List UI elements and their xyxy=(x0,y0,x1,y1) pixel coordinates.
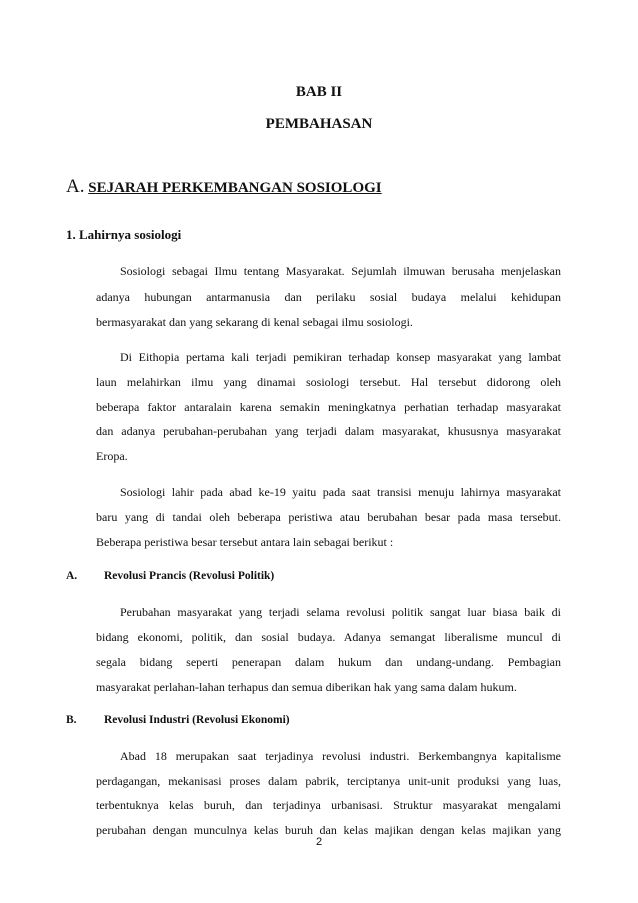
paragraph-line: Sosiologi sebagai Ilmu tentang Masyarakat. Sejumlah ilmuwan berusaha menjelaskan xyxy=(120,264,561,278)
paragraph-line: dan adanya perubahan-perubahan yang terjadi dalam masyarakat, khususnya masyarakat xyxy=(96,424,561,438)
paragraph-line: adanya hubungan antarmanusia dan perilaku sosial budaya melalui kehidupan xyxy=(96,290,561,304)
section-a-letter: A. xyxy=(66,176,85,197)
paragraph-line: Abad 18 merupakan saat terjadinya revolusi industri. Berkembangnya kapitalisme xyxy=(120,749,561,763)
paragraph-line: segala bidang seperti penerapan dalam hukum dan undang-undang. Pembagian xyxy=(96,655,561,669)
paragraph-line: Beberapa peristiwa besar tersebut antara lain sebagai berikut : xyxy=(96,535,394,549)
paragraph-line: perdagangan, mekanisasi proses dalam pabrik, terciptanya unit-unit produksi yang luas, xyxy=(96,774,561,788)
item-a-letter: A. xyxy=(66,570,78,582)
subsection-1-heading: 1. Lahirnya sosiologi xyxy=(66,227,182,242)
paragraph-line: Perubahan masyarakat yang terjadi selama revolusi politik sangat luar biasa baik di xyxy=(120,605,561,619)
paragraph-line: Sosiologi lahir pada abad ke-19 yaitu pada saat transisi menuju lahirnya masyarakat xyxy=(120,485,561,499)
paragraph-line: bermasyarakat dan yang sekarang di kenal sebagai ilmu sosiologi. xyxy=(96,315,413,329)
item-b-letter: B. xyxy=(66,714,77,726)
paragraph-line: baru yang di tandai oleh beberapa peristiwa atau berubahan besar pada masa tersebut. xyxy=(96,510,561,524)
chapter-title: PEMBAHASAN xyxy=(265,116,373,132)
paragraph-line: laun melahirkan ilmu yang dinamai sosiologi tersebut. Hal tersebut didorong oleh xyxy=(96,375,561,389)
paragraph-line: Eropa. xyxy=(96,449,128,463)
page-number: 2 xyxy=(315,836,323,848)
item-a-title: Revolusi Prancis (Revolusi Politik) xyxy=(104,570,275,582)
paragraph-line: Di Eithopia pertama kali terjadi pemikiran terhadap konsep masyarakat yang lambat xyxy=(120,350,561,364)
chapter-heading: BAB II xyxy=(295,84,343,100)
paragraph-line: bidang ekonomi, politik, dan sosial budaya. Adanya semangat liberalisme muncul di xyxy=(96,630,561,644)
paragraph-line: terbentuknya kelas buruh, dan terjadinya urbanisasi. Struktur masyarakat mengalami xyxy=(96,798,561,812)
paragraph-line: beberapa faktor antaralain karena semakin meningkatnya perhatian terhadap masyarakat xyxy=(96,400,561,414)
item-b-title: Revolusi Industri (Revolusi Ekonomi) xyxy=(104,714,290,726)
section-a-title: SEJARAH PERKEMBANGAN SOSIOLOGI xyxy=(88,180,382,196)
paragraph-line: masyarakat perlahan-lahan terhapus dan semua diberikan hak yang sama dalam hukum. xyxy=(96,680,517,694)
paragraph-line: perubahan dengan munculnya kelas buruh dan kelas majikan dengan kelas majikan yang xyxy=(96,823,561,837)
section-a-heading xyxy=(66,176,382,198)
